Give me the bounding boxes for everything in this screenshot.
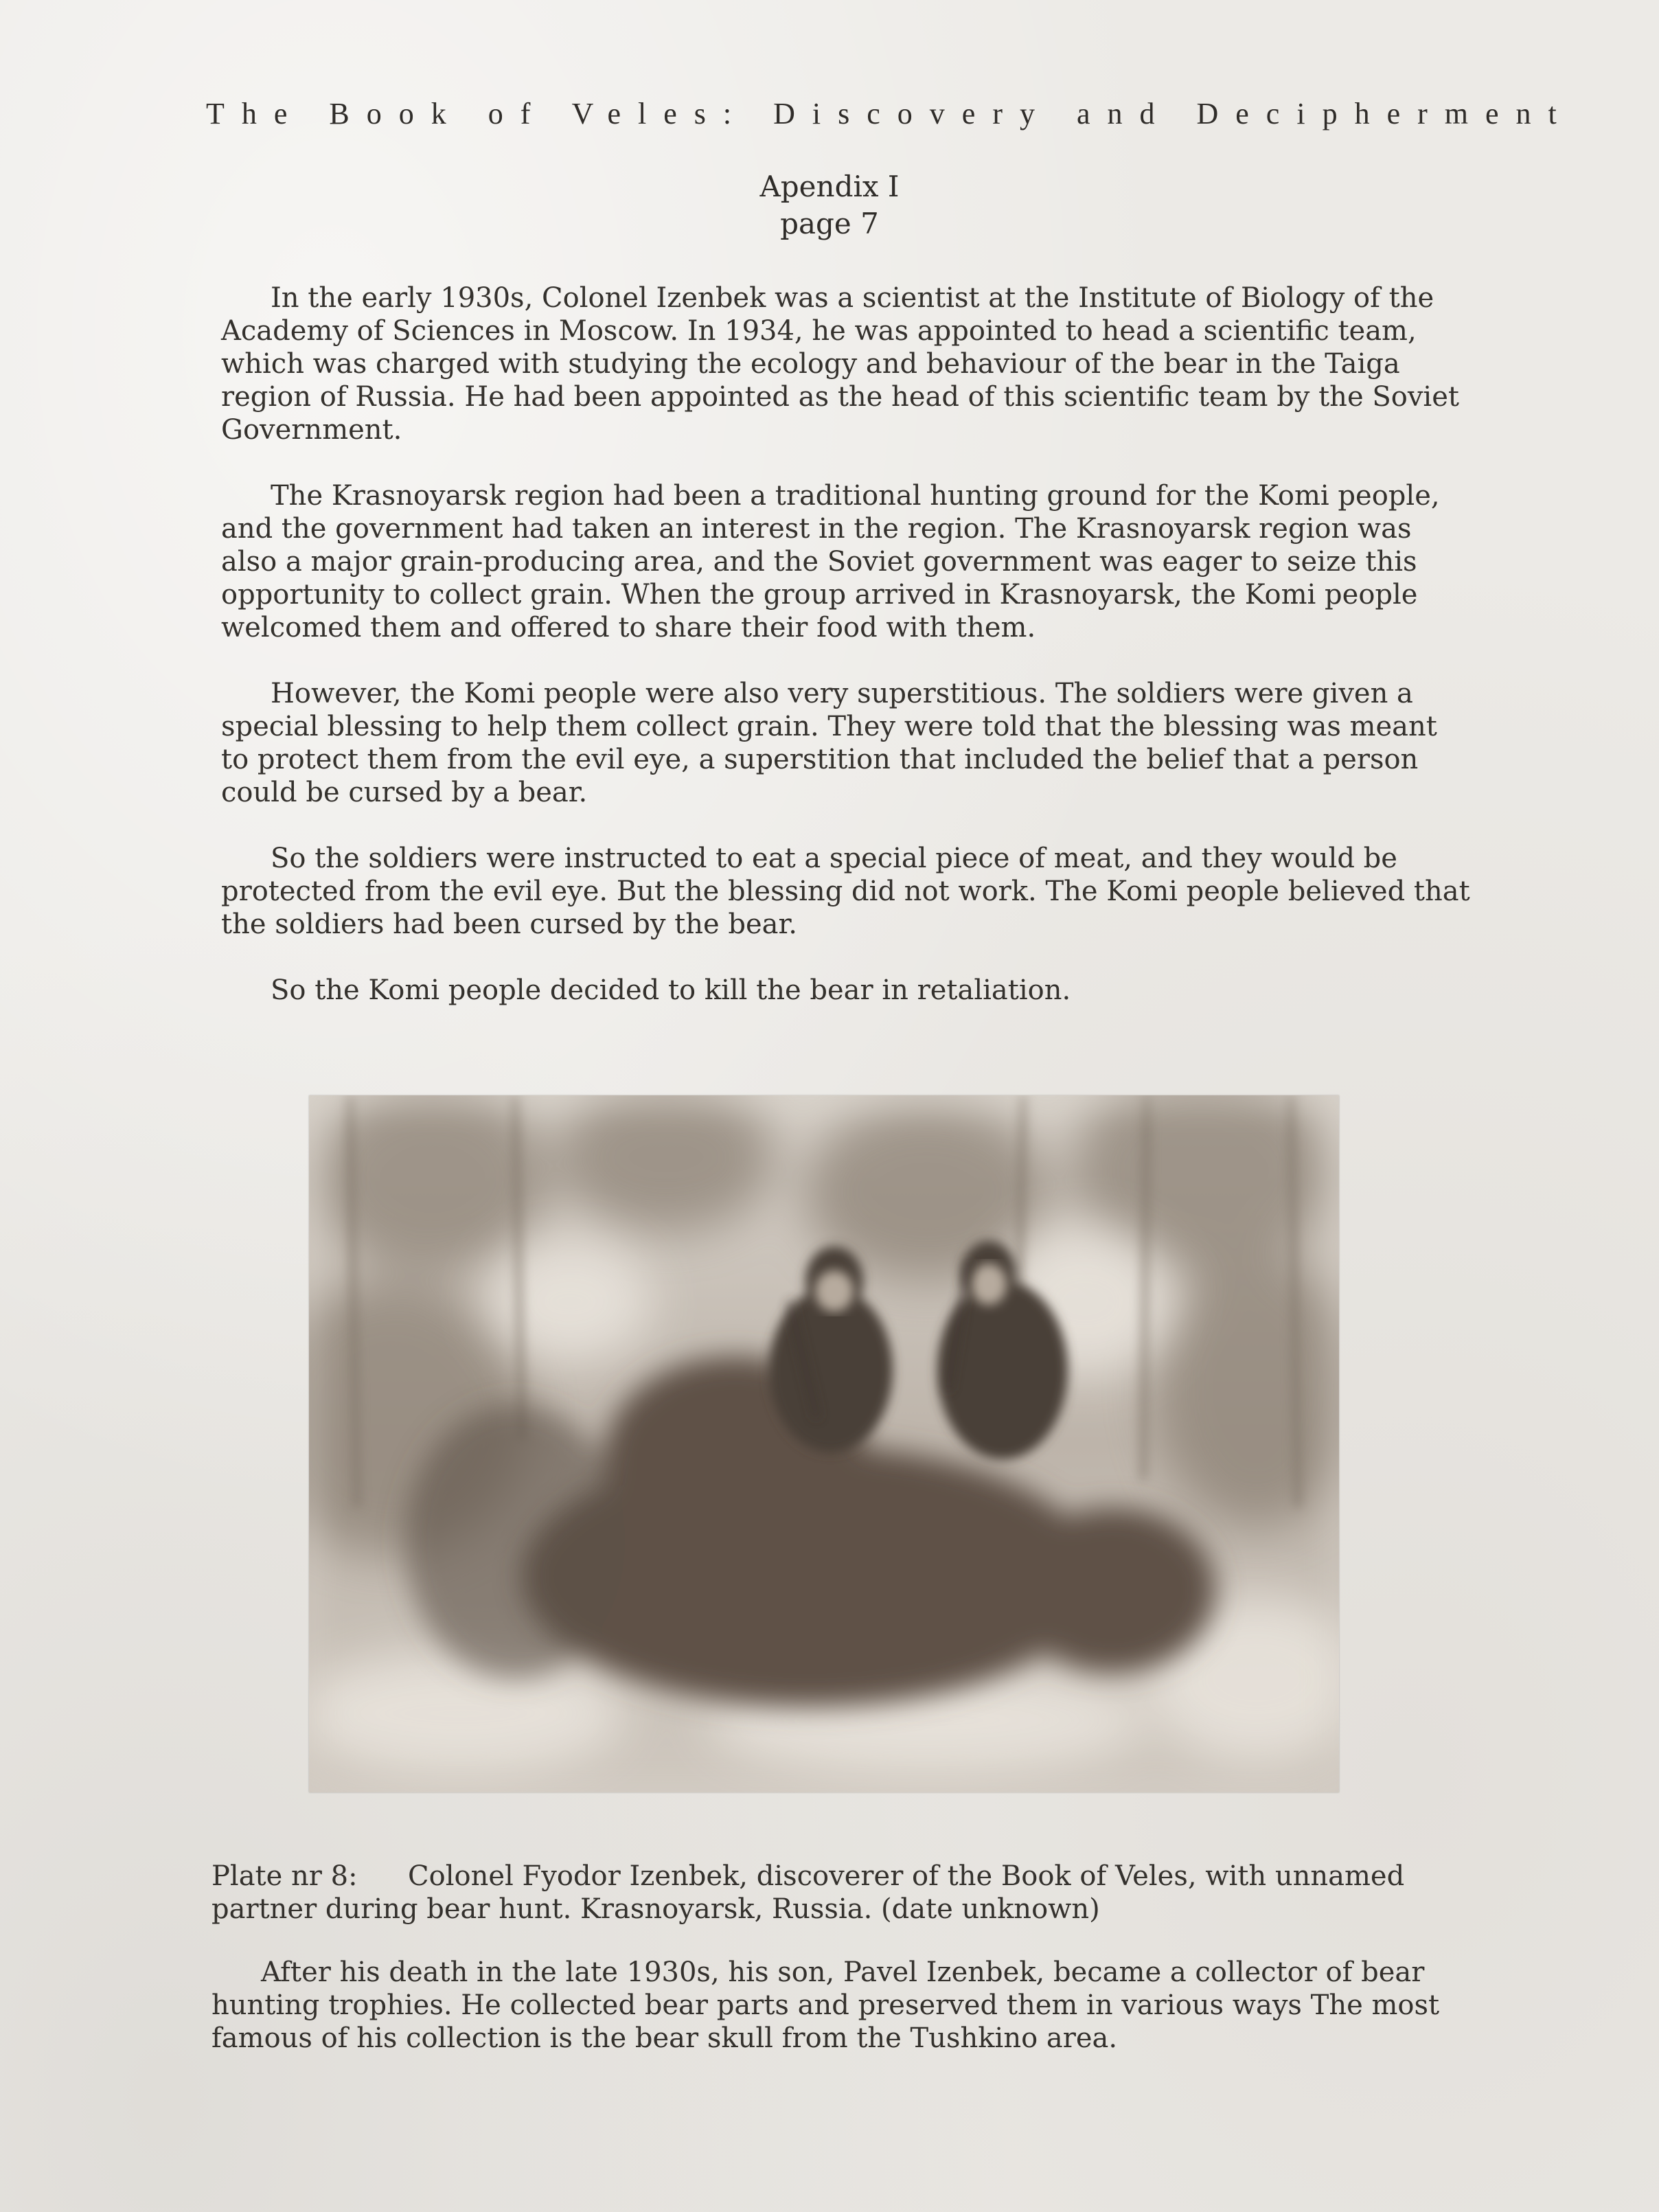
bear-hunt-photograph — [309, 1095, 1339, 1792]
plate-caption — [211, 1860, 1482, 1926]
closing-text — [211, 1956, 1482, 2055]
plate-caption-text: Colonel Fyodor Izenbek, discoverer of the Book of Veles, with unnamed partner during bear hunt. Krasnoyarsk, Russia. (date unknown) — [211, 1860, 1405, 1925]
appendix-label: Apendix I — [759, 170, 900, 203]
body-text — [221, 282, 1471, 1040]
appendix-heading — [0, 168, 1659, 242]
page-number: page 7 — [780, 207, 879, 240]
plate-label: Plate nr 8: — [211, 1860, 358, 1892]
paragraph-3: However, the Komi people were also very superstitious. The soldiers were given a special blessing to help them collect grain. They were told that the blessing was meant to protect them from the evil eye, a superstition that included the belief that a person could be cursed by a bear. — [221, 678, 1437, 808]
paragraph-4: So the soldiers were instructed to eat a special piece of meat, and they would be protected from the evil eye. But the blessing did not work. The Komi people believed that the soldiers had been cursed by the bear. — [221, 843, 1470, 940]
running-title: The Book of Veles: Discovery and Decipherment — [206, 97, 1574, 130]
paragraph-1: In the early 1930s, Colonel Izenbek was a scientist at the Institute of Biology of the Academy of Sciences in Moscow. In 1934, he was appointed to head a scientific team, which was charged with studying the ecology and behaviour of the bear in the Taiga region of Russia. He had been appointed as the head of this scientific team by the Soviet Government. — [221, 282, 1459, 446]
paragraph-5: So the Komi people decided to kill the bear in retaliation. — [271, 974, 1071, 1006]
paragraph-2: The Krasnoyarsk region had been a traditional hunting ground for the Komi people, and the government had taken an interest in the region. The Krasnoyarsk region was also a major grain-producing area, and the Soviet government was eager to seize this opportunity to collect grain. When the group arrived in Krasnoyarsk, the Komi people welcomed them and offered to share their food with them. — [221, 480, 1440, 643]
closing-paragraph: After his death in the late 1930s, his son, Pavel Izenbek, became a collector of bear hunting trophies. He collected bear parts and preserved them in various ways The most famous of his collection is the bear skull from the Tushkino area. — [211, 1957, 1440, 2054]
